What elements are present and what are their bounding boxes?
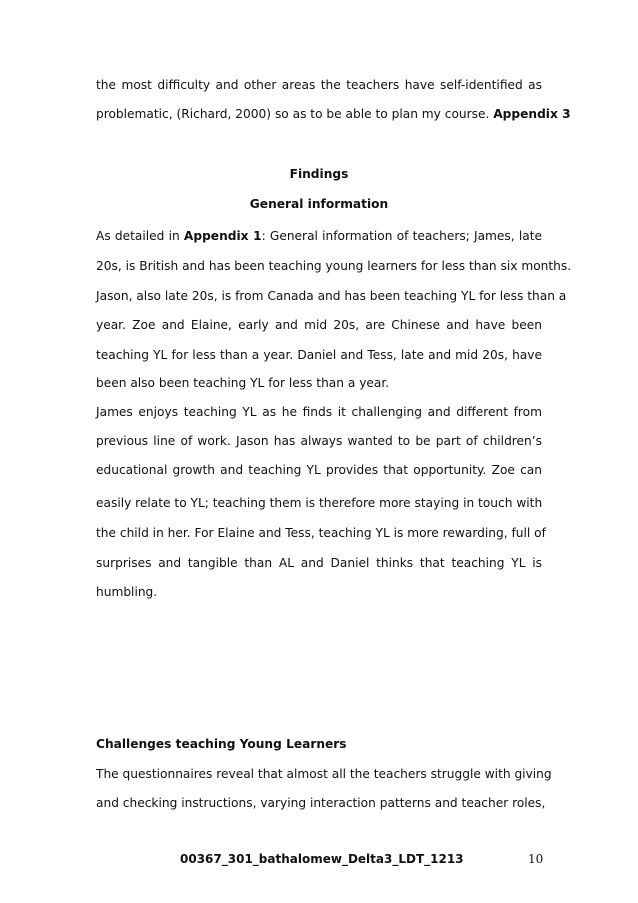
paragraph-line: As detailed in Appendix 1: General information of teachers; James, late [96,229,542,243]
paragraph-line: easily relate to YL; teaching them is therefore more staying in touch with [96,496,543,510]
paragraph-line: been also been teaching YL for less than a year. [96,376,390,390]
paragraph-line: the most difficulty and other areas the teachers have self-identified as [96,78,542,92]
paragraph-line: year. Zoe and Elaine, early and mid 20s, are Chinese and have been [96,318,542,332]
section-heading: Findings [289,167,349,181]
page-number: 10 [528,852,544,866]
appendix-reference: Appendix 3 [493,107,571,121]
paragraph-line: James enjoys teaching YL as he finds it challenging and different from [96,405,542,419]
footer-reference: 00367_301_bathalomew_Delta3_LDT_1213 [180,852,464,866]
paragraph-line: 20s, is British and has been teaching young learners for less than six months. [96,259,572,273]
paragraph-line: and checking instructions, varying interaction patterns and teacher roles, [96,796,546,810]
section-heading: Challenges teaching Young Learners [96,737,347,751]
paragraph-line: surprises and tangible than AL and Daniel thinks that teaching YL is [96,556,542,570]
paragraph-line: The questionnaires reveal that almost all the teachers struggle with giving [96,767,552,781]
subsection-heading: General information [249,197,389,211]
paragraph-line: previous line of work. Jason has always wanted to be part of children’s [96,434,542,448]
paragraph-line: the child in her. For Elaine and Tess, teaching YL is more rewarding, full of [96,526,546,540]
paragraph-line: humbling. [96,585,158,599]
paragraph-line: problematic, (Richard, 2000) so as to be able to plan my course. Appendix 3 [96,107,571,121]
appendix-reference: Appendix 1 [183,229,262,243]
paragraph-line: educational growth and teaching YL provides that opportunity. Zoe can [96,463,542,477]
paragraph-line: Jason, also late 20s, is from Canada and has been teaching YL for less than a [96,289,567,303]
paragraph-line: teaching YL for less than a year. Daniel and Tess, late and mid 20s, have [96,348,542,362]
